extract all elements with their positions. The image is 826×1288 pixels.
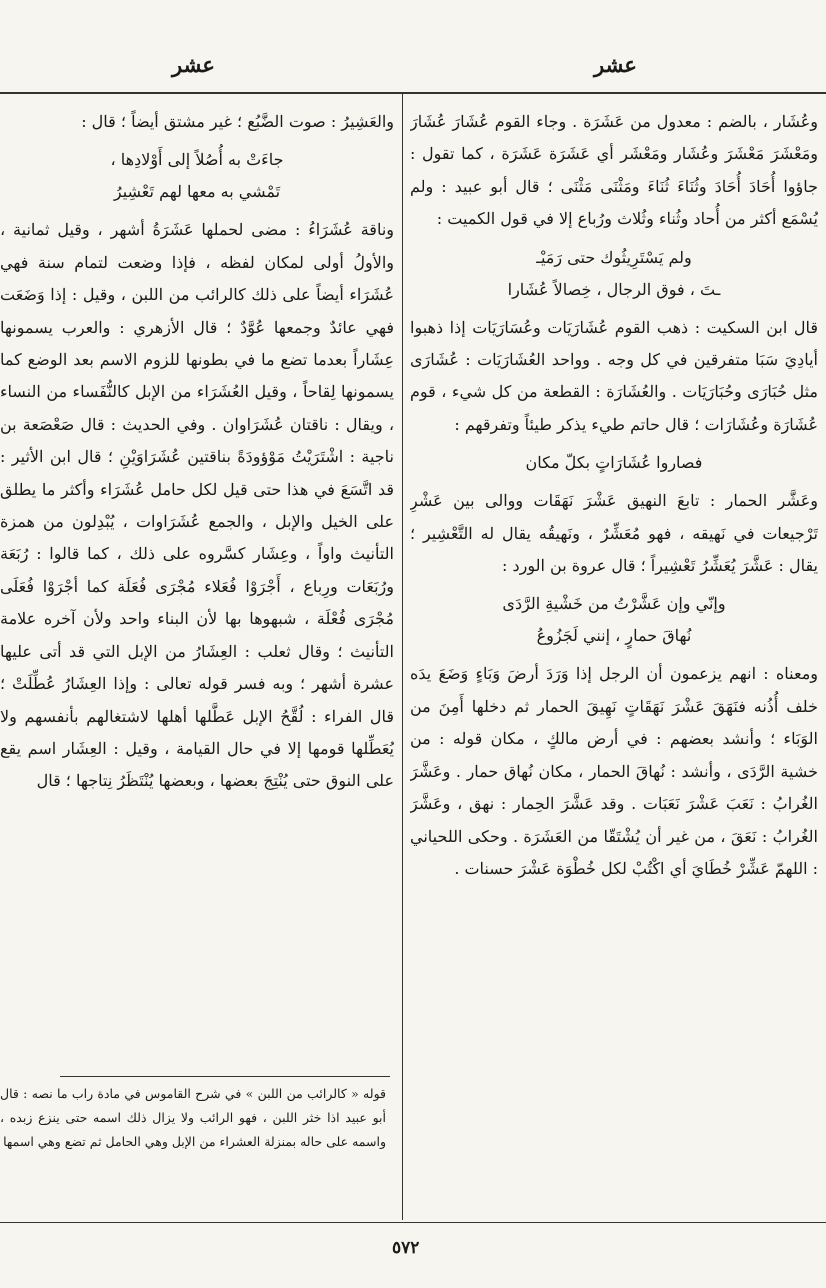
left-paragraph-2: وناقة عُشَرَاءُ : مضى لحملها عَشَرَةُ أشهر ، وقيل ثمانية ، والأولُ أولى لمكان لفظه ، فإذا وضعت لتمام سنة فهي عُشَرَاء أيضاً على ذلك كالرائب من اللبن ، وقيل : إذا وَضَعَت فهي عائدٌ وجمعها عُوَّدٌ ؛ قال الأزهري : والعرب يسمونها عِشَاراً بعدما تضع ما في بطونها للزوم الاسم بعد الوضع كما يسمونها لِقاحاً ، وقيل العُشَرَاء من الإبل كالنُّفَساء من النساء ، ويقال : ناقتان عُشَرَاوان . وفي الحديث : قال صَعْصَعة بن ناجية : اشْتَرَيْتُ مَوْؤودَةً بناقتين عُشَرَاوَيْنِ ؛ قال ابن الأثير : قد اتَّسَعَ في هذا حتى قيل لكل حامل عُشَرَاء وأكثر ما يطلق على الخيل والإبل ، والجمع عُشَرَاوات ، يُبْدِلون من همزة التأنيث واواً ، وعِشَار كسَّروه على ذلك ، كما قالوا : رُبَعَة ورُبَعَات ورِباع ، أَجْرَوْا فُعَلاء مُجْرَى فُعَلَة كما أجْرَوْا فُعَلَى مُجْرَى فُعْلَة ، شبهوها بها لأن البناء واحد ولأن آخره علامة التأنيث ؛ وقال ثعلب : العِشَارُ من الإبل التي قد أتى عليها عشرة أشهر ؛ وبه فسر قوله تعالى : وإذا العِشَارُ عُطِّلَتْ ؛ قال الفراء : لُقَّحُ الإبل عَطَّلها أهلها لاشتغالهم بأنفسهم ولا يُعَطِّلها قومها إلا في حال القيامة ، وقيل : العِشَار اسم يقع على النوق حتى يُنْتِجَ بعضها ، وبعضها يُنْتَظَرُ نِتاجها ؛ قال — [0, 220, 394, 791]
right-verse-2 — [410, 447, 818, 479]
verse-line: تَمْشي به معها لهم تَعْشِيرُ — [113, 182, 281, 202]
header-word-left: عشر — [172, 52, 215, 77]
bottom-rule — [0, 1222, 826, 1223]
left-paragraph-1: والعَشِيرُ : صوت الضَّبُع ؛ غير مشتق أيضاً ؛ قال : — [81, 112, 394, 131]
verse-line: ولم يَسْتَرِيثُوك حتى رَمَيْـ — [536, 247, 692, 267]
right-paragraph-2: قال ابن السكيت : ذهب القوم عُشَارَيَات وعُسَارَيَات إذا ذهبوا أيادِيَ سَبَا متفرقين في كل وجه . وواحد العُشَارَيَات : عُشَارَى مثل حُبَارَى وحُبَارَيَات . والعُشَارَة : القطعة من كل شيء ، قوم عُشَارَة وعُشَارَات ؛ قال حاتم طيء يذكر طيئاً وتفرقهم : — [410, 317, 818, 434]
right-paragraph-1: وعُشَار ، بالضم : معدول من عَشَرَة . وجاء القوم عُشَارَ عُشَارَ ومَعْشَرَ مَعْشَرَ وعُشَار ومَعْشَر أي عَشَرَة عَشَرَة ، كما تقول : جاؤوا أُحَادَ أُحَادَ وثُنَاءَ ثُنَاءَ ومَثْنَى مَثْنَى ؛ قال أبو عبيد : ولم يُسْمَع أكثر من أُحاد وثُناء وثُلاث ورُباع إلا في قول الكميت : — [410, 112, 818, 229]
left-verse-1 — [0, 144, 394, 208]
right-paragraph-4: ومعناه : انهم يزعمون أن الرجل إذا وَرَدَ أرضَ وَبَاءٍ وَضَعَ يدَه خلف أُذُنه فنَهَقَ عَشْرَ نَهَقَاتٍ نَهِيقَ الحمار ثم دخلها أَمِنَ من الوَبَاء ؛ وأنشد بعضهم : في أرض مالكٍ ، مكان قوله : من خشية الرَّدَى ، وأنشد : نُهاقَ الحمار ، مكان نُهاق حمار . وعَشَّرَ الغُرابُ : نَعَبَ عَشْرَ نَعَبَات . وقد عَشَّرَ الحِمار : نهق ، وعَشَّرَ الغُرابُ : نَعَقَ ، من غير أن يُشْتَقّا من العَشَرَة . وحكى اللحياني : اللهمّ عَشِّرْ خُطَايَ أي اكْتُبْ لكل خُطْوَة عَشْرَ حسنات . — [410, 664, 818, 878]
verse-line: فصاروا عُشَارَاتٍ بكلّ مكان — [525, 453, 703, 473]
page-number: ٥٧٢ — [392, 1238, 420, 1258]
right-verse-1 — [410, 242, 818, 306]
verse-line: نُهاقَ حمارٍ ، إنني لَجَزُوعُ — [536, 626, 692, 646]
column-divider — [402, 92, 403, 1220]
footnote: قوله « كالرائب من اللبن » في شرح القاموس في مادة راب ما نصه : قال أبو عبيد اذا خثر اللبن ، فهو الرائب ولا يزال ذلك اسمه حتى ينزع زبده ، واسمه على حاله بمنزلة العشراء من الإبل وهي الحامل ثم تضع وهي اسمها — [0, 1086, 386, 1149]
header-word-right: عشر — [594, 52, 637, 77]
verse-line: وإنّي وإن عَشَّرْتُ من خَشْيةِ الرَّدَى — [502, 594, 726, 614]
right-paragraph-3: وعَشَّر الحمار : تابعَ النهيق عَشْرَ نَهَقَات ووالى بين عَشْرِ تَرْجيعات في نَهيقه ، فهو مُعَشِّرٌ ، ونَهيقُه يقال له التَّعْشِير ؛ يقال : عَشَّرَ يُعَشِّرُ تَعْشِيراً ؛ قال عروة بن الورد : — [410, 491, 818, 576]
verse-line: جاءَتْ به أُصُلاً إلى أَوْلادِها ، — [110, 150, 284, 170]
right-column — [410, 106, 818, 1216]
verse-line: ـتَ ، فوق الرجال ، خِصالاً عُشَارا — [507, 279, 721, 299]
right-verse-3 — [410, 588, 818, 652]
footnote-rule — [60, 1076, 390, 1077]
top-rule — [0, 92, 826, 94]
left-column — [0, 106, 394, 1072]
